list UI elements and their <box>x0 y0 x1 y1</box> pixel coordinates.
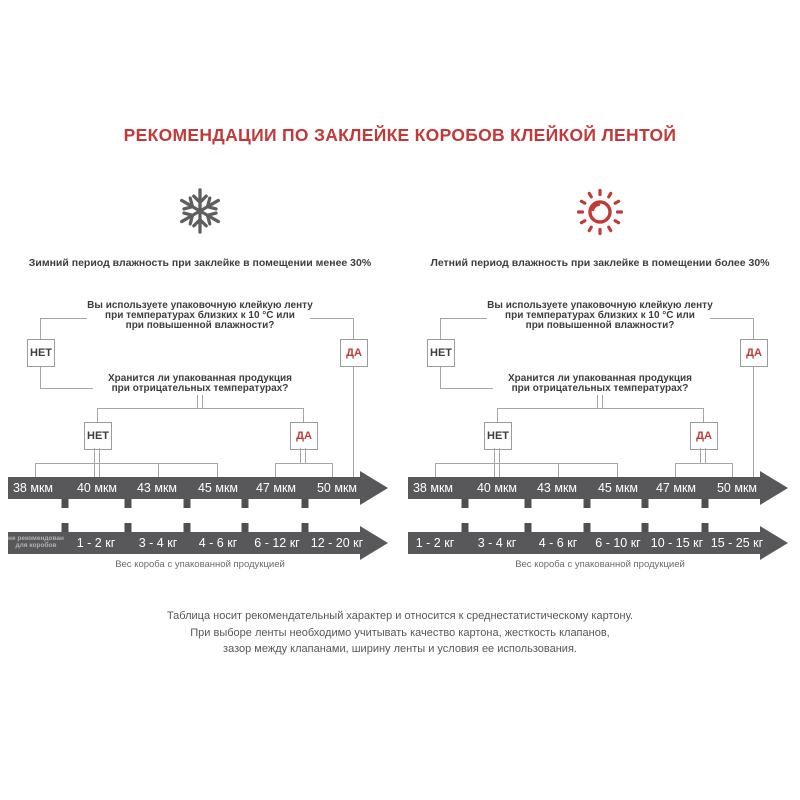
weight-label: 3 - 4 кг <box>138 536 178 550</box>
connector-line <box>617 463 618 477</box>
question2-line1: Хранится ли упакованная продукция <box>507 373 692 384</box>
no-box-level2: НЕТ <box>484 422 512 450</box>
question1-line2: при температурах близких к 10 °С или <box>105 310 295 321</box>
connector-line <box>497 408 498 422</box>
scale-tick <box>62 499 69 508</box>
connector-line <box>40 318 41 339</box>
no-box-level2: НЕТ <box>84 422 112 450</box>
scale-tick <box>302 499 309 508</box>
connector-line <box>675 463 733 464</box>
thickness-label: 43 мкм <box>136 481 178 495</box>
yes-box-level2: ДА <box>690 422 718 450</box>
connector-line <box>732 463 733 477</box>
connector-line <box>700 448 706 463</box>
connector-line <box>35 463 36 477</box>
weight-label: 12 - 20 кг <box>310 536 364 550</box>
question2-line2: при отрицательных температурах? <box>111 383 289 394</box>
scale-tick <box>642 499 649 508</box>
winter-column <box>0 0 400 700</box>
no-box-level1: НЕТ <box>427 339 455 367</box>
summer-column <box>400 0 800 700</box>
weight-label: 4 - 6 кг <box>538 536 578 550</box>
thickness-label: 38 мкм <box>12 481 54 495</box>
weight-label: 1 - 2 кг <box>76 536 116 550</box>
weight-caption: Вес короба с упакованной продукцией <box>115 559 285 570</box>
weight-label: 4 - 6 кг <box>198 536 238 550</box>
scale-tick <box>184 523 191 532</box>
winter-subtitle: Зимний период влажность при заклейке в помещении менее 30% <box>28 257 372 269</box>
connector-line <box>597 395 603 408</box>
scale-tick <box>125 499 132 508</box>
thickness-label: 40 мкм <box>476 481 518 495</box>
scale-tick <box>462 523 469 532</box>
scale-tick <box>125 523 132 532</box>
disclaimer-line2: При выборе ленты необходимо учитывать качество картона, жесткость клапанов, <box>190 626 610 639</box>
thickness-label: 40 мкм <box>76 481 118 495</box>
scale-tick <box>702 523 709 532</box>
weight-label: 1 - 2 кг <box>415 536 455 550</box>
connector-line <box>97 408 304 409</box>
connector-line <box>703 408 704 422</box>
connector-line <box>753 318 754 339</box>
disclaimer <box>0 608 800 658</box>
summer-flowchart <box>400 300 800 585</box>
scale-tick <box>584 499 591 508</box>
scale-tick <box>525 499 532 508</box>
connector-line <box>275 463 333 464</box>
page-title: РЕКОМЕНДАЦИИ ПО ЗАКЛЕЙКЕ КОРОБОВ КЛЕЙКОЙ ЛЕНТОЙ <box>123 125 677 145</box>
note-line1: не рекомендован <box>8 535 64 542</box>
connector-line <box>440 318 487 319</box>
connector-line <box>435 463 436 477</box>
weight-arrowhead <box>760 526 788 560</box>
question1-line2: при температурах близких к 10 °С или <box>505 310 695 321</box>
weight-label: 6 - 12 кг <box>254 536 300 550</box>
thickness-label: 45 мкм <box>197 481 239 495</box>
thickness-label: 50 мкм <box>316 481 358 495</box>
connector-line <box>158 463 159 477</box>
thickness-label: 43 мкм <box>536 481 578 495</box>
scale-tick <box>584 523 591 532</box>
weight-label: 10 - 15 кг <box>650 536 704 550</box>
disclaimer-line1: Таблица носит рекомендательный характер и относится к среднестатистическому картону. <box>166 610 634 622</box>
connector-line <box>353 318 354 339</box>
yes-box-level1: ДА <box>340 339 368 367</box>
connector-line <box>675 463 676 477</box>
scale-tick <box>462 499 469 508</box>
connector-line <box>558 463 559 477</box>
connector-line <box>303 408 304 422</box>
connector-line <box>97 408 98 422</box>
sun-icon <box>574 186 626 238</box>
thickness-arrow <box>408 477 760 499</box>
winter-flowchart <box>0 300 400 585</box>
connector-line <box>435 463 618 464</box>
disclaimer-line3: зазор между клапанами, ширину ленты и условия ее использования. <box>223 643 577 655</box>
connector-line <box>332 463 333 477</box>
summer-subtitle: Летний период влажность при заклейке в помещении более 30% <box>430 257 770 269</box>
no-box-level1: НЕТ <box>27 339 55 367</box>
not-recommended-note <box>8 535 64 549</box>
yes-box-level2: ДА <box>290 422 318 450</box>
scale-tick <box>62 523 69 532</box>
connector-line <box>710 318 753 319</box>
question1-line1: Вы используете упаковочную клейкую ленту <box>487 300 713 311</box>
thickness-label: 47 мкм <box>655 481 697 495</box>
scale-tick <box>702 499 709 508</box>
note-line2: для коробов <box>15 542 57 549</box>
connector-line <box>217 463 218 477</box>
thickness-arrowhead <box>760 471 788 505</box>
thickness-label: 45 мкм <box>597 481 639 495</box>
scale-tick <box>242 523 249 532</box>
scale-tick <box>184 499 191 508</box>
connector-line <box>197 395 203 408</box>
weight-label: 3 - 4 кг <box>477 536 517 550</box>
thickness-label: 47 мкм <box>255 481 297 495</box>
scale-tick <box>525 523 532 532</box>
scale-tick <box>242 499 249 508</box>
scale-tick <box>302 523 309 532</box>
yes-box-level1: ДА <box>740 339 768 367</box>
thickness-label: 38 мкм <box>412 481 454 495</box>
thickness-arrowhead <box>360 471 388 505</box>
connector-line <box>440 318 441 339</box>
connector-line <box>35 463 218 464</box>
question1-line3: при повышенной влажности? <box>125 320 275 331</box>
scale-tick <box>642 523 649 532</box>
weight-arrowhead <box>360 526 388 560</box>
thickness-arrow <box>8 477 360 499</box>
thickness-label: 50 мкм <box>716 481 758 495</box>
connector-line <box>300 448 306 463</box>
weight-label: 15 - 25 кг <box>710 536 764 550</box>
connector-line <box>40 318 87 319</box>
question2-line2: при отрицательных температурах? <box>511 383 689 394</box>
winter-icon-wrap <box>0 186 400 241</box>
weight-caption: Вес короба с упакованной продукцией <box>515 559 685 570</box>
connector-line <box>497 408 704 409</box>
summer-icon-wrap <box>400 186 800 243</box>
connector-line <box>275 463 276 477</box>
weight-arrow <box>408 532 760 554</box>
question1-line1: Вы используете упаковочную клейкую ленту <box>87 300 313 311</box>
snowflake-icon <box>175 186 225 236</box>
question2-line1: Хранится ли упакованная продукция <box>107 373 292 384</box>
question1-line3: при повышенной влажности? <box>525 320 675 331</box>
weight-label: 6 - 10 кг <box>595 536 641 550</box>
connector-line <box>310 318 353 319</box>
